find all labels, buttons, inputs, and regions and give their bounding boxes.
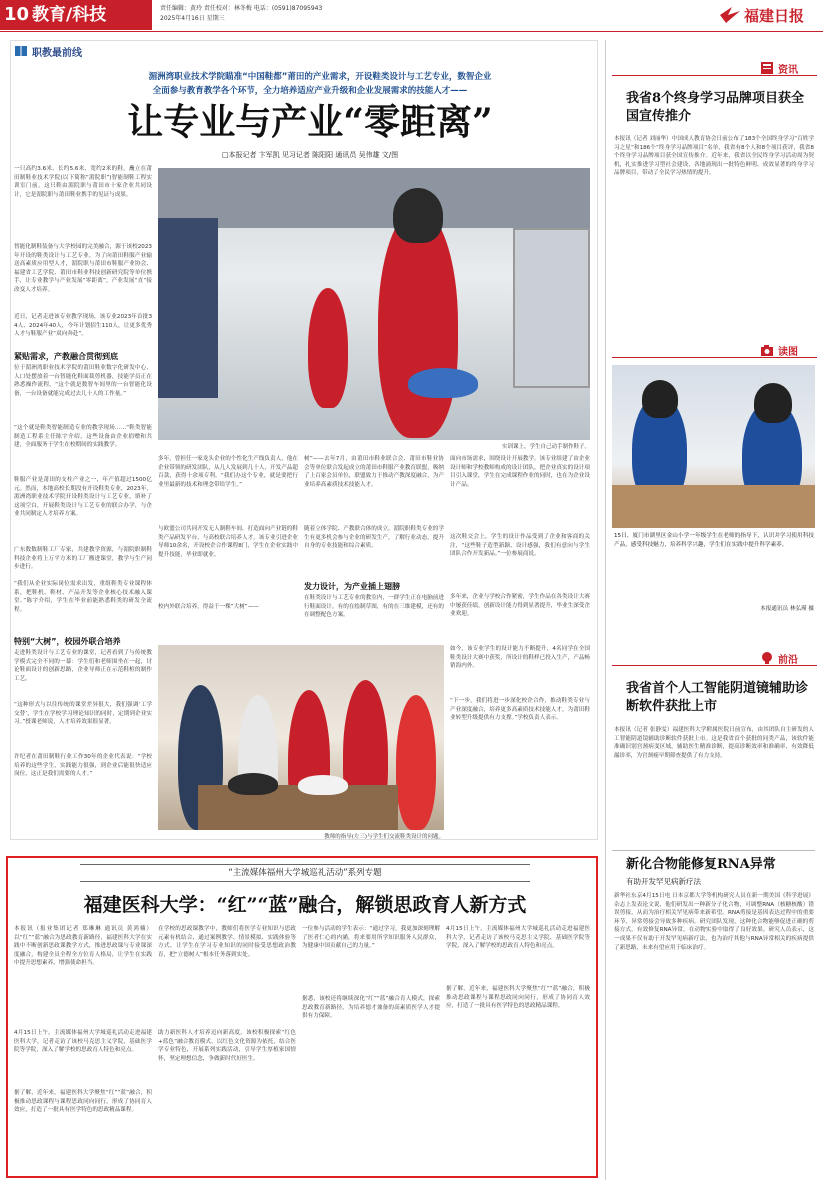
kicker-line-1: 湄洲湾职业技术学院瞄准“中国鞋都”莆田的产业需求，开设鞋类设计与工艺专业，数智企业 bbox=[148, 72, 492, 82]
shoe-display-table bbox=[198, 785, 398, 830]
kicker-line-2: 全面参与教育教学各个环节，全力培养适应产业升级和企业发展需求的技能人才—— bbox=[152, 86, 468, 96]
paragraph: 面向市场需求，围绕设计开展教学。该专业组建了由企业设计师和学校教师构成的设计团队，把企业真实的设计项目引入课堂，学生在完成课程作业的同时，也在为企业设计产品。 bbox=[450, 456, 590, 488]
student-figure bbox=[396, 695, 436, 830]
masthead-rule bbox=[0, 31, 823, 32]
series-label: “主流媒体福州大学城巡礼活动”系列专题 bbox=[228, 868, 382, 878]
news3-title: 新化合物能修复RNA异常 bbox=[626, 857, 776, 872]
paragraph: 在鞋类设计与工艺专业的教室内，一群学生正在电脑前进行鞋面设计，有的在绘制草图，有的在三维建模，还有的在调整配色方案。 bbox=[304, 595, 444, 619]
photo-students-shoe-workshop bbox=[158, 168, 590, 440]
paragraph: 4月15日上午，主流媒体福州大学城巡礼活动走进福建医科大学，记者走访了该校马克思主义学院、基础医学院等学院，深入了解学校的思政育人特色和亮点。 bbox=[446, 926, 590, 950]
paragraph: 鞋服产业是莆田的支柱产业之一，年产值超过1500亿元。然而，本地高校长期没有开设鞋类专业，2023年，湄洲湾职业技术学院开设鞋类设计与工艺专业，填补了这项空白，开展鞋类设计与工艺专业的联合办学，与企业共同制定人才培养方案。 bbox=[14, 477, 152, 518]
paragraph: 本报讯（报业集团记者 郑琳琳 通讯员 黄鸿楠）以“红”“蓝”融合为思政教育新路径，福建医科大学在实践中不断创新思政课教学方式，推进思政课与专业课深度融合，构建全员全程全方位育人格局，让学生在实践中提升思想素养，增强使命担当。 bbox=[14, 926, 152, 967]
story-column-2 bbox=[158, 455, 298, 640]
feature-column-3 bbox=[302, 925, 440, 1175]
issue-date: 2025年4月16日 星期三 bbox=[160, 15, 225, 22]
paragraph: 近日，记者走进该专业教学现场，该专业2023年首批34人、2024年40人，今年计划招生110人，让更多优秀人才与鞋服产业“双向奔赴”。 bbox=[14, 314, 152, 338]
paragraph: “我们从企业实际岗位需求出发，重组鞋类专业课程体系，把鞋机、鞋材、产品开发等企业核心技术融入课堂。”陈宇介绍，学生在毕业前能熟悉鞋类的研发全流程。 bbox=[14, 581, 152, 613]
student-head bbox=[754, 383, 792, 423]
news2-body: 本报讯（记者 张静雯）福建医科大学附属医院日前宣布，由其团队自主研发的人工智能阴道镜辅助诊断软件获批上市。这是我省首个获批的同类产品，该软件能准确识别宫颈病变区域，辅助医生精准诊断，提高诊断效率和准确率，有效降低漏诊率，为宫颈癌早期筛查提供了有力支持。 bbox=[614, 727, 814, 759]
news3-rule bbox=[612, 850, 815, 851]
subheading: 特别“大树”，校园外联合培养 bbox=[14, 637, 121, 646]
student-head bbox=[393, 188, 443, 243]
paragraph: 助力新医科人才培养迈向新高度。该校积极探索“红色+蓝色”融合教育模式，以红色文化资源为依托，结合医学专业特色，开展系列实践活动，引导学生厚植家国情怀，坚定理想信念，争做新时代好医生。 bbox=[158, 1030, 296, 1062]
photo-students-classroom bbox=[612, 365, 815, 528]
tag-frontier bbox=[612, 650, 817, 666]
machine-right bbox=[513, 228, 590, 388]
bulb-icon bbox=[760, 651, 774, 665]
feature-column-2 bbox=[158, 925, 296, 1175]
feature-series-banner bbox=[80, 864, 530, 882]
photo-caption: 教师的指导(左三)与学生们交流鞋类设计的问题。 bbox=[324, 834, 444, 840]
paragraph: 多年，曾担任一家龙头企业的个性化生产线负责人，他在企业带领的研发团队，从几人发展到几十人，开发产品超百款，获得十余项专利。“我们办这个专业，就是要把行业里最新的技术和理念带给学生。” bbox=[158, 456, 298, 488]
photo-caption: 实训课上，学生自己动手制作鞋子。 bbox=[501, 444, 590, 450]
desk bbox=[612, 485, 815, 528]
news1-body: 本报讯（记者 刘丽华）中国成人教育协会日前公布了183个全国终身学习“百姓学习之星”和186个“终身学习品牌项目”名单，我省有8个人和8个项目获评，我省8个终身学习品牌项目获全国宣传推介。近年来，我省以全民终身学习活动周为契机，扎实推进学习型社会建设，各地涌现出一批特色鲜明、成效显著的终身学习品牌项目，带动了全民学习热情的提升。 bbox=[614, 136, 814, 177]
paragraph: 走进鞋类设计与工艺专业的课堂，记者看到了与传统教学模式完全不同的一幕：学生们和老师围坐在一起，讨论鞋面设计的创新思路，企业导师正在示范鞋楦的制作工艺。 bbox=[14, 650, 152, 682]
machine-left bbox=[158, 218, 218, 398]
editors-line: 责任编辑：黄玲 责任校对：林冬梅 电话：(0591)87095943 bbox=[160, 5, 323, 12]
paragraph: 据悉，该校还将继续深化“红”“蓝”融合育人模式，探索思政教育新路径，为培养德才兼备的高素质医学人才提供有力保障。 bbox=[302, 996, 440, 1020]
paragraph: 这次鞋交会上，学生的设计作品受到了企业和客商的关注，“这些鞋子造型新颖、设计感强，我们有意向与学生团队合作开发新品。”一位参展商说。 bbox=[450, 534, 590, 558]
paragraph: 4月15日上午，主流媒体福州大学城巡礼活动走进福建医科大学，记者走访了该校马克思主义学院、基础医学院等学院，深入了解学校的思政育人特色和亮点。 bbox=[14, 1030, 152, 1054]
paragraph: 位于湄洲湾职业技术学院的莆田鞋业数字化研发中心，人口处摆放着一台智能化鞋面裁剪机器，技能学员正在熟悉操作流程。“这个就是数智车间里的一台智能化设备，一台设备就能完成过去几十人的工作量。” bbox=[14, 365, 152, 397]
shoe-sample bbox=[298, 775, 348, 795]
paragraph: “这个就是鞋类智能制造专业的教学现场……”鞋类智能制造工程系主任陈宇介绍，这些设备由企业捐赠和共建，全面服务于学生在校期间的实践教学。 bbox=[14, 425, 152, 449]
photo-credit: 本报通讯员 林弘瑾 摄 bbox=[760, 606, 814, 612]
paragraph: “这种形式与以往传统的课堂差异很大，我们强调‘工学交替’，学生在学校学习理论知识的同时，定期到企业实习。”授课老师说，人才培养效果很显著。 bbox=[14, 702, 152, 726]
news2-title: 我省首个人工智能阴道镜辅助诊断软件获批上市 bbox=[626, 681, 809, 714]
story-column-1 bbox=[14, 165, 152, 835]
tag-label: 资讯 bbox=[778, 65, 798, 76]
paragraph: 据了解，近年来，福建医科大学聚焦“红”“蓝”融合，积极推动思政课程与课程思政同向同行，形成了协同育人效应，打造了一批具有医学特色的思政精品课程。 bbox=[446, 986, 590, 1010]
paper-name: 福建日报 bbox=[744, 7, 805, 25]
byline: □本报记者 卞军凯 见习记者 陈阳阳 通讯员 吴伟雄 文/图 bbox=[221, 151, 399, 159]
tag-label: 读图 bbox=[778, 347, 798, 358]
student-figure-2 bbox=[308, 288, 348, 408]
paragraph: 据了解，近年来，福建医科大学聚焦“红”“蓝”融合，积极推动思政课程与课程思政同向同行，形成了协同育人效应，打造了一批具有医学特色的思政精品课程。 bbox=[14, 1090, 152, 1114]
paragraph: 树”——去年7月，由莆田市鞋业联合会、莆田市鞋业协会等单位联合发起成立的莆田市鞋服产业教育联盟，吸纳了上百家会员单位，联盟致力于推动产教深度融合，为产业培养高素质技术技能人才。 bbox=[304, 456, 444, 488]
headline: 让专业与产业“零距离” bbox=[127, 101, 493, 143]
subheading: 紧贴需求，产教融合贯彻到底 bbox=[14, 352, 118, 361]
page-number: 10 bbox=[4, 4, 30, 25]
feature-column-1 bbox=[14, 925, 152, 1175]
book-icon bbox=[14, 44, 28, 58]
logo-mark-icon bbox=[718, 5, 742, 25]
tag-photo bbox=[612, 342, 817, 358]
paragraph: 一位参与活动的学生表示：“通过学习，我更加深刻理解了医者仁心的内涵，将来要用所学知识服务人民群众，为健康中国贡献自己的力量。” bbox=[302, 926, 440, 950]
tag-news bbox=[612, 60, 817, 76]
paper-logo bbox=[718, 3, 818, 27]
paragraph: 多年来，企业与学校合作紧密，学生作品在各类设计大赛中屡获佳绩，创新设计能力得到显著提升，毕业生深受企业欢迎。 bbox=[450, 594, 590, 618]
feature-column-4 bbox=[446, 925, 590, 1175]
paragraph: 随着立体学院、产教联合体的成立，湄院职鞋类专业的学生有更多机会参与企业的研发生产，了解行业动态，提升自身的专业技能和综合素质。 bbox=[304, 526, 444, 550]
paragraph: 广东数数制鞋工厂专家，共建教学资源，与湄院职制鞋科技企业将上万平方米的工厂搬进课堂，教学与生产同步进行。 bbox=[14, 547, 152, 571]
photo-teacher-guidance bbox=[158, 645, 444, 830]
photo-caption: 15日，厦门市湖里区金山小学一年级学生在老师的指导下，认识并学习使用科技产品，感受科技魅力，培养科学兴趣，学生们在实践中提升科学素养。 bbox=[614, 533, 814, 548]
paragraph: 许纪者在莆田制鞋行业工作30年的企业代表说：“学校培养的这些学生，实践能力很强，到企业后能很快适应岗位，这正是我们需要的人才。” bbox=[14, 754, 152, 778]
news3-subtitle: 有助开发罕见病新疗法 bbox=[626, 877, 701, 886]
student-head bbox=[642, 380, 678, 418]
paragraph: 校内外联合培养，得益于一棵“大树”—— bbox=[158, 604, 259, 610]
shoe-sample bbox=[228, 773, 278, 795]
right-rail-divider bbox=[605, 40, 606, 1180]
page-section: 教育/科技 bbox=[32, 5, 107, 25]
story-column-4 bbox=[450, 455, 590, 835]
workshop-ceiling bbox=[158, 168, 590, 228]
camera-icon bbox=[760, 343, 774, 357]
paragraph: “下一步，我们将进一步深化校企合作，推动鞋类专业与产业深度融合，培养更多高素质技术技能人才，为莆田鞋业转型升级提供有力支撑。”学校负责人表示。 bbox=[450, 698, 590, 722]
masthead bbox=[0, 0, 823, 32]
column-name: 职教最前线 bbox=[32, 48, 82, 59]
news3-body: 新华社东京4月15日电 日本京都大学等机构研究人员在新一期美国《科学进展》杂志上发表论文说，他们研发出一种新分子化合物，可调整RNA（核糖核酸）错误剪接，从而为治疗相关罕见病带来新希望。RNA剪接是基因表达过程中的重要环节，异常剪接会导致多种疾病。研究团队发现，这种化合物能够促进正确的剪接方式，有效修复RNA异常，在动物实验中取得了良好效果。研究人员表示，这一成果不仅有助于开发罕见病新疗法，也为治疗其他与RNA异常相关的疾病提供了新思路，未来有望应用于临床治疗。 bbox=[614, 893, 814, 951]
paragraph: 如今，该专业学生的设计能力不断提升，4名同学在全国鞋类设计大赛中获奖，所设计的鞋样已投入生产，产品畅销海内外。 bbox=[450, 646, 590, 670]
newspaper-icon bbox=[760, 61, 774, 75]
feature-headline: 福建医科大学：“红”“蓝”融合，解锁思政育人新方式 bbox=[83, 894, 527, 916]
shoe-model bbox=[408, 368, 478, 398]
news1-title: 我省8个终身学习品牌项目获全国宣传推介 bbox=[626, 91, 805, 124]
tag-label: 前沿 bbox=[778, 655, 798, 666]
lead-paragraph: 一只高约3.6米、长约5.6米、宽约2米的鞋，矗立在莆田制鞋业技术学院(以下简称“湄院职”)智能制鞋工程实训室门前。这只鞋由湄院职与莆田市十家企业共同设计，它是湄院职与莆田鞋业携手的见证与成果。 bbox=[14, 166, 152, 198]
paragraph: 在学校的思政课教学中，教师们将医学专业知识与思政元素有机结合，通过案例教学、情景模拟、实践体验等方式，让学生在学习专业知识的同时接受思想政治教育，把“立德树人”根本任务落到实处。 bbox=[158, 926, 296, 958]
subheading: 发力设计，为产业插上翅膀 bbox=[304, 582, 400, 591]
story-column-3 bbox=[304, 455, 444, 640]
paragraph: 智能化制鞋装备与大学校园的完美融合，源于该校2023年开设的鞋类设计与工艺专业。为了向莆田鞋服产业输送高素质应用型人才，湄院职与莆田市鞋服产业协会、福建省工艺学院、莆田市鞋业科技创新研究院等单位携手，让专业教学与产业发展“零距离”，产业发展“直”接改变人才培养。 bbox=[14, 244, 152, 293]
paragraph: 与欧盟公司共同开发无人制鞋车间，打造面向产业链的鞋类产品研发平台，与高校联合培养人才。该专业引进企业导师10余名，开设校企合作课程8门，学生在企业实践中提升技能，毕业即就业。 bbox=[158, 526, 298, 558]
